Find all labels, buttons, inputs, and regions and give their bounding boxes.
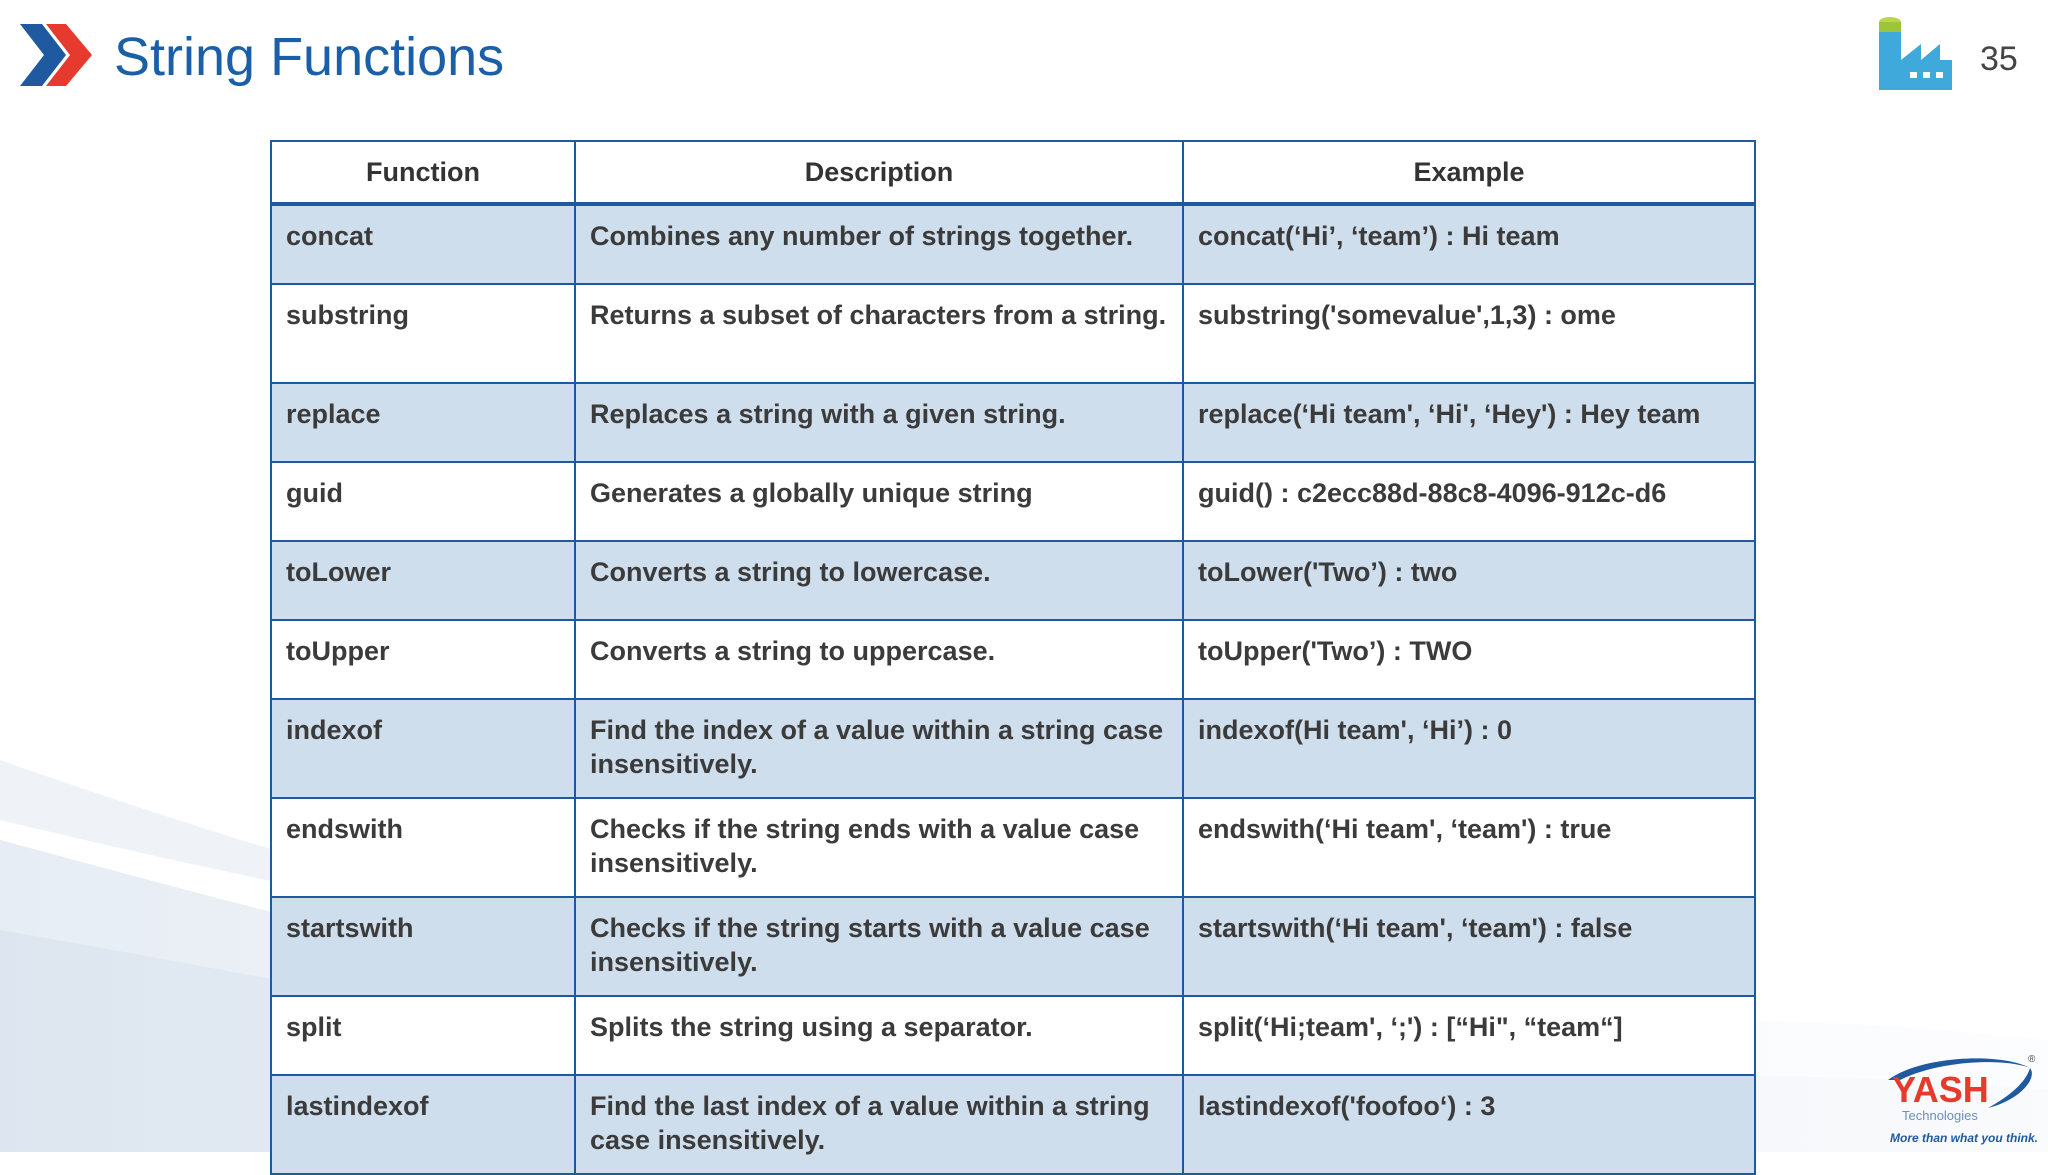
table-row xyxy=(271,204,1755,284)
header-description: Description xyxy=(575,141,1183,204)
function-cell: toLower xyxy=(271,541,575,620)
slide-title: String Functions xyxy=(114,27,505,87)
function-cell: substring xyxy=(271,284,575,383)
example-cell: endswith(‘Hi team', ‘team') : true xyxy=(1183,798,1755,897)
table-row xyxy=(271,996,1755,1075)
function-cell: replace xyxy=(271,383,575,462)
brand-name: YASH xyxy=(1892,1069,1989,1110)
description-cell: Combines any number of strings together. xyxy=(575,204,1183,284)
description-cell: Converts a string to uppercase. xyxy=(575,620,1183,699)
description-cell: Returns a subset of characters from a string. xyxy=(575,284,1183,383)
function-cell: toUpper xyxy=(271,620,575,699)
slide-number: 35 xyxy=(1980,40,2018,78)
table-row xyxy=(271,798,1755,897)
function-cell: startswith xyxy=(271,897,575,996)
example-cell: guid() : c2ecc88d-88c8-4096-912c-d6 xyxy=(1183,462,1755,541)
example-cell: indexof(Hi team', ‘Hi’) : 0 xyxy=(1183,699,1755,798)
example-cell: concat(‘Hi’, ‘team’) : Hi team xyxy=(1183,204,1755,284)
table-header-row xyxy=(271,141,1755,204)
description-cell: Generates a globally unique string xyxy=(575,462,1183,541)
example-cell: toLower('Two’) : two xyxy=(1183,541,1755,620)
example-cell: replace(‘Hi team', ‘Hi', ‘Hey') : Hey team xyxy=(1183,383,1755,462)
description-cell: Splits the string using a separator. xyxy=(575,996,1183,1075)
table-row xyxy=(271,541,1755,620)
function-cell: lastindexof xyxy=(271,1075,575,1174)
chevron-logo-icon xyxy=(20,24,96,86)
table-row xyxy=(271,897,1755,996)
yash-brand-logo xyxy=(1880,1050,2040,1146)
table-row xyxy=(271,284,1755,383)
factory-icon xyxy=(1876,16,1952,90)
description-cell: Replaces a string with a given string. xyxy=(575,383,1183,462)
example-cell: startswith(‘Hi team', ‘team') : false xyxy=(1183,897,1755,996)
table-row xyxy=(271,699,1755,798)
example-cell: substring('somevalue',1,3) : ome xyxy=(1183,284,1755,383)
description-cell: Checks if the string starts with a value case insensitively. xyxy=(575,897,1183,996)
example-cell: split(‘Hi;team', ‘;') : [“Hi", “team“] xyxy=(1183,996,1755,1075)
brand-registered: ® xyxy=(2028,1054,2036,1065)
description-cell: Checks if the string ends with a value case insensitively. xyxy=(575,798,1183,897)
function-cell: split xyxy=(271,996,575,1075)
table-row xyxy=(271,1075,1755,1174)
example-cell: toUpper('Two’) : TWO xyxy=(1183,620,1755,699)
description-cell: Converts a string to lowercase. xyxy=(575,541,1183,620)
description-cell: Find the index of a value within a string case insensitively. xyxy=(575,699,1183,798)
brand-sub: Technologies xyxy=(1902,1108,1978,1123)
table-row xyxy=(271,620,1755,699)
description-cell: Find the last index of a value within a string case insensitively. xyxy=(575,1075,1183,1174)
table-row xyxy=(271,383,1755,462)
table-row xyxy=(271,462,1755,541)
brand-tagline: More than what you think. xyxy=(1890,1131,2039,1145)
string-functions-table xyxy=(270,140,1754,1175)
function-cell: endswith xyxy=(271,798,575,897)
header-function: Function xyxy=(271,141,575,204)
example-cell: lastindexof('foofoo‘) : 3 xyxy=(1183,1075,1755,1174)
function-cell: indexof xyxy=(271,699,575,798)
header-example: Example xyxy=(1183,141,1755,204)
function-cell: guid xyxy=(271,462,575,541)
function-cell: concat xyxy=(271,204,575,284)
